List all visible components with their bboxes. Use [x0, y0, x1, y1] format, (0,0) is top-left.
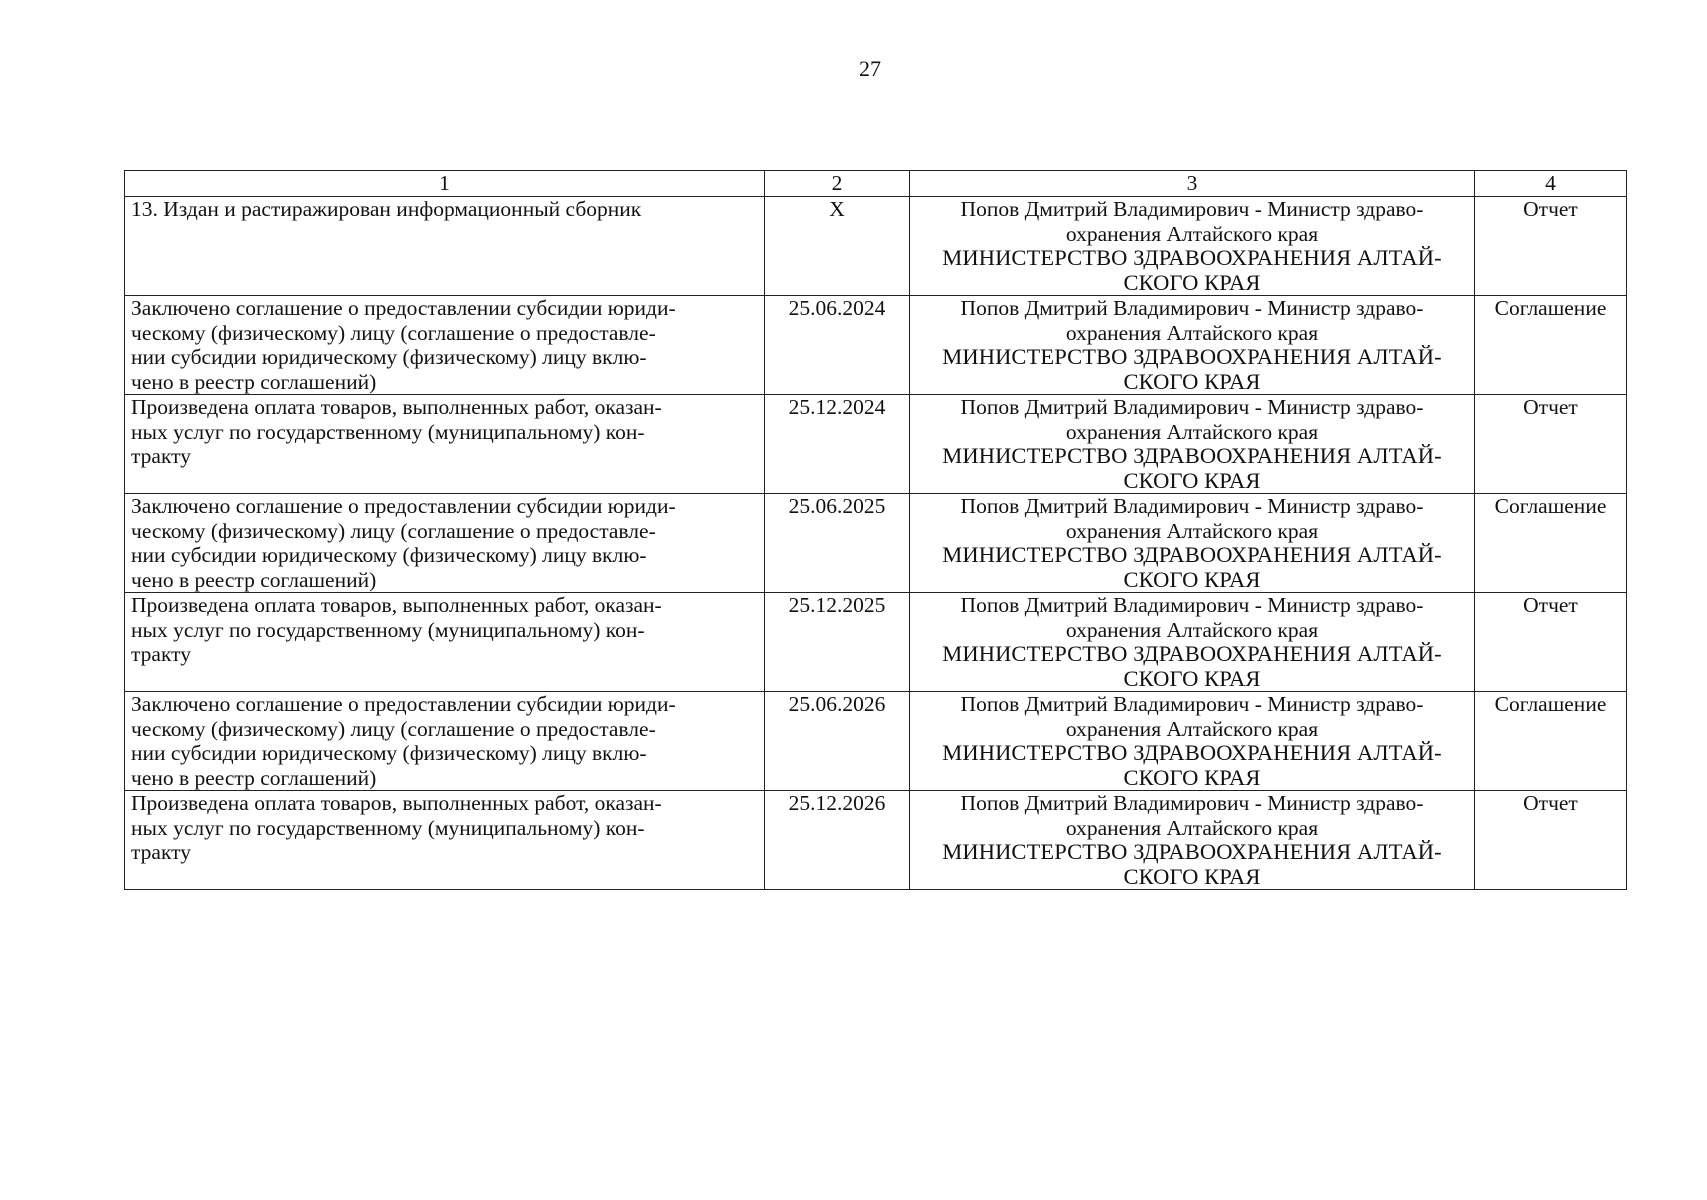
event-description-line: ных услуг по государственному (муниципальному) кон-: [131, 419, 645, 444]
responsible-cell: [910, 395, 1475, 494]
organization-line: СКОГО КРАЯ: [1123, 764, 1261, 790]
event-description-line: Заключено соглашение о предоставлении субсидии юриди-: [131, 692, 676, 716]
table-row: [125, 593, 1627, 692]
responsible-cell: [910, 296, 1475, 395]
event-description-line: тракту: [131, 642, 191, 666]
event-description-line: нии субсидии юридическому (физическому) лицу вклю-: [131, 741, 647, 765]
event-description-cell: [125, 197, 765, 296]
event-description-line: чено в реестр соглашений): [131, 765, 377, 790]
event-description-line: чено в реестр соглашений): [131, 567, 377, 592]
date-cell: 25.06.2025: [765, 494, 910, 593]
responsible-person-line: Попов Дмитрий Владимирович - Министр здраво-: [960, 494, 1424, 518]
document-type-cell: Отчет: [1475, 197, 1627, 296]
event-description-line: ных услуг по государственному (муниципальному) кон-: [131, 617, 645, 642]
responsible-person-line: Попов Дмитрий Владимирович - Министр здраво-: [960, 395, 1424, 419]
event-description-line: нии субсидии юридическому (физическому) лицу вклю-: [131, 543, 647, 567]
responsible-person-line: Попов Дмитрий Владимирович - Министр здраво-: [960, 296, 1424, 320]
column-header-3: 3: [910, 171, 1475, 197]
responsible-cell: [910, 494, 1475, 593]
table-row: [125, 791, 1627, 890]
event-description-line: ческому (физическому) лицу (соглашение о предоставле-: [131, 320, 656, 345]
table-header-row: [125, 171, 1627, 197]
column-header-4: 4: [1475, 171, 1627, 197]
organization-line: МИНИСТЕРСТВО ЗДРАВООХРАНЕНИЯ АЛТАЙ-: [942, 344, 1442, 369]
event-description-line: ных услуг по государственному (муниципальному) кон-: [131, 815, 645, 840]
date-cell: X: [765, 197, 910, 296]
organization-line: МИНИСТЕРСТВО ЗДРАВООХРАНЕНИЯ АЛТАЙ-: [942, 443, 1442, 468]
organization-line: МИНИСТЕРСТВО ЗДРАВООХРАНЕНИЯ АЛТАЙ-: [942, 542, 1442, 567]
event-description-line: Произведена оплата товаров, выполненных работ, оказан-: [131, 395, 662, 419]
table-row: [125, 494, 1627, 593]
table-row: [125, 395, 1627, 494]
event-description-line: 13. Издан и растиражирован информационный сборник: [131, 197, 642, 221]
responsible-person-line: охранения Алтайского края: [1065, 716, 1319, 741]
column-header-1: 1: [125, 171, 765, 197]
responsible-person-line: охранения Алтайского края: [1065, 419, 1319, 444]
responsible-person-line: охранения Алтайского края: [1065, 221, 1319, 246]
organization-line: МИНИСТЕРСТВО ЗДРАВООХРАНЕНИЯ АЛТАЙ-: [942, 839, 1442, 864]
event-description-cell: [125, 494, 765, 593]
document-type-cell: Отчет: [1475, 593, 1627, 692]
organization-line: МИНИСТЕРСТВО ЗДРАВООХРАНЕНИЯ АЛТАЙ-: [942, 245, 1442, 270]
document-type-cell: Отчет: [1475, 791, 1627, 890]
responsible-person-line: охранения Алтайского края: [1065, 320, 1319, 345]
responsible-person-line: Попов Дмитрий Владимирович - Министр здраво-: [960, 692, 1424, 716]
table-row: [125, 197, 1627, 296]
organization-line: СКОГО КРАЯ: [1123, 467, 1261, 493]
document-type-cell: Соглашение: [1475, 494, 1627, 593]
responsible-person-line: охранения Алтайского края: [1065, 815, 1319, 840]
page-number: 27: [859, 56, 881, 81]
event-description-line: ческому (физическому) лицу (соглашение о предоставле-: [131, 518, 656, 543]
event-description-cell: [125, 296, 765, 395]
responsible-cell: [910, 791, 1475, 890]
date-cell: 25.06.2026: [765, 692, 910, 791]
document-type-cell: Отчет: [1475, 395, 1627, 494]
date-cell: 25.12.2025: [765, 593, 910, 692]
column-header-2: 2: [765, 171, 910, 197]
date-cell: 25.12.2026: [765, 791, 910, 890]
event-description-line: нии субсидии юридическому (физическому) лицу вклю-: [131, 345, 647, 369]
event-description-line: Произведена оплата товаров, выполненных работ, оказан-: [131, 791, 662, 815]
document-type-cell: Соглашение: [1475, 296, 1627, 395]
event-description-line: Произведена оплата товаров, выполненных работ, оказан-: [131, 593, 662, 617]
responsible-person-line: охранения Алтайского края: [1065, 518, 1319, 543]
responsible-person-line: охранения Алтайского края: [1065, 617, 1319, 642]
responsible-cell: [910, 692, 1475, 791]
event-description-cell: [125, 692, 765, 791]
table-row: [125, 296, 1627, 395]
responsible-person-line: Попов Дмитрий Владимирович - Министр здраво-: [960, 791, 1424, 815]
responsible-cell: [910, 197, 1475, 296]
event-description-line: Заключено соглашение о предоставлении субсидии юриди-: [131, 494, 676, 518]
organization-line: СКОГО КРАЯ: [1123, 269, 1261, 295]
event-description-cell: [125, 791, 765, 890]
date-cell: 25.12.2024: [765, 395, 910, 494]
document-type-cell: Соглашение: [1475, 692, 1627, 791]
organization-line: МИНИСТЕРСТВО ЗДРАВООХРАНЕНИЯ АЛТАЙ-: [942, 740, 1442, 765]
organization-line: СКОГО КРАЯ: [1123, 368, 1261, 394]
organization-line: СКОГО КРАЯ: [1123, 566, 1261, 592]
event-description-line: тракту: [131, 444, 191, 468]
table-row: [125, 692, 1627, 791]
responsible-cell: [910, 593, 1475, 692]
responsible-person-line: Попов Дмитрий Владимирович - Министр здраво-: [960, 197, 1424, 221]
organization-line: МИНИСТЕРСТВО ЗДРАВООХРАНЕНИЯ АЛТАЙ-: [942, 641, 1442, 666]
responsible-person-line: Попов Дмитрий Владимирович - Министр здраво-: [960, 593, 1424, 617]
event-description-line: Заключено соглашение о предоставлении субсидии юриди-: [131, 296, 676, 320]
event-description-line: ческому (физическому) лицу (соглашение о предоставле-: [131, 716, 656, 741]
event-description-line: чено в реестр соглашений): [131, 369, 377, 394]
organization-line: СКОГО КРАЯ: [1123, 665, 1261, 691]
event-description-cell: [125, 395, 765, 494]
document-table: [124, 170, 1627, 890]
organization-line: СКОГО КРАЯ: [1123, 863, 1261, 889]
date-cell: 25.06.2024: [765, 296, 910, 395]
event-description-line: тракту: [131, 840, 191, 864]
event-description-cell: [125, 593, 765, 692]
